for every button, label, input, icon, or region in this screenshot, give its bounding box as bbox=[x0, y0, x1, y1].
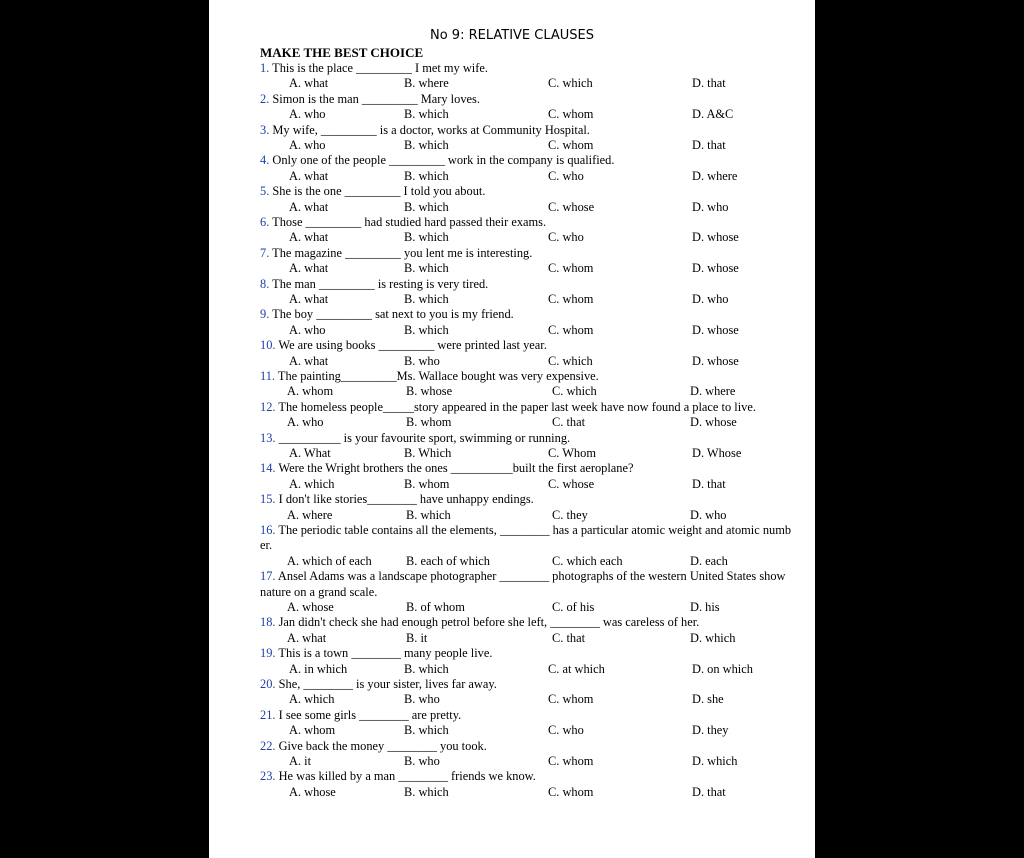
question-text-line bbox=[260, 569, 795, 600]
question-text: Simon is the man _________ Mary loves. bbox=[272, 91, 480, 106]
question-number: 5. bbox=[260, 184, 270, 199]
answer-option-a[interactable]: A. in which bbox=[289, 661, 348, 676]
question-text-line bbox=[260, 61, 795, 76]
answer-option-a[interactable]: A. what bbox=[289, 230, 329, 245]
question-text-line bbox=[260, 400, 795, 415]
answer-option-a[interactable]: A. which bbox=[289, 476, 335, 491]
answer-option-b[interactable]: B. Which bbox=[404, 445, 452, 460]
answer-options bbox=[260, 107, 795, 122]
answer-option-a[interactable]: A. whom bbox=[287, 384, 334, 399]
question-text-line bbox=[260, 769, 795, 784]
answer-option-a[interactable]: A. What bbox=[289, 445, 331, 460]
answer-options bbox=[260, 477, 795, 492]
answer-option-c[interactable]: C. whose bbox=[548, 476, 595, 491]
question-text-line bbox=[260, 461, 795, 476]
question-number: 4. bbox=[260, 153, 270, 168]
question-item bbox=[260, 215, 795, 246]
answer-options bbox=[260, 384, 795, 399]
answer-option-c[interactable]: C. of his bbox=[552, 599, 595, 614]
question-text: We are using books _________ were printed last year. bbox=[278, 338, 547, 353]
question-number: 3. bbox=[260, 122, 270, 137]
question-text-line bbox=[260, 646, 795, 661]
question-number: 20. bbox=[260, 676, 276, 691]
answer-option-d[interactable]: D. whose bbox=[690, 415, 737, 430]
answer-option-b[interactable]: B. which bbox=[404, 261, 449, 276]
answer-options bbox=[260, 662, 795, 677]
answer-option-b[interactable]: B. which bbox=[404, 784, 449, 799]
answer-option-d[interactable]: D. they bbox=[692, 723, 729, 738]
question-text: The magazine _________ you lent me is interesting. bbox=[272, 245, 533, 260]
answer-option-c[interactable]: C. whom bbox=[548, 692, 594, 707]
question-text: I don't like stories________ have unhappy endings. bbox=[278, 492, 534, 507]
answer-option-b[interactable]: B. which bbox=[404, 661, 449, 676]
question-text: She, ________ is your sister, lives far away. bbox=[278, 676, 497, 691]
answer-option-d[interactable]: D. which bbox=[692, 753, 738, 768]
answer-options bbox=[260, 723, 795, 738]
question-text: The homeless people_____story appeared in the paper last week have now found a place to live. bbox=[278, 399, 756, 414]
answer-option-a[interactable]: A. what bbox=[287, 630, 327, 645]
answer-option-d[interactable]: D. that bbox=[692, 138, 726, 152]
answer-options bbox=[260, 169, 795, 184]
answer-option-b[interactable]: B. who bbox=[404, 753, 440, 768]
answer-option-a[interactable]: A. what bbox=[289, 168, 329, 183]
question-text-line bbox=[260, 246, 795, 261]
answer-option-d[interactable]: D. she bbox=[692, 692, 724, 707]
answer-options bbox=[260, 200, 795, 215]
answer-option-d[interactable]: D. whose bbox=[692, 230, 739, 245]
question-item bbox=[260, 739, 795, 770]
question-text: Those _________ had studied hard passed their exams. bbox=[272, 214, 547, 229]
answer-option-c[interactable]: C. whom bbox=[548, 138, 594, 152]
question-item bbox=[260, 492, 795, 523]
answer-option-d[interactable]: D. A&C bbox=[692, 107, 734, 122]
answer-option-d[interactable]: D. whose bbox=[692, 261, 739, 276]
question-text-line bbox=[260, 92, 795, 107]
question-text-line bbox=[260, 677, 795, 692]
question-item bbox=[260, 369, 795, 400]
question-item bbox=[260, 400, 795, 431]
question-number: 14. bbox=[260, 461, 276, 476]
question-number: 18. bbox=[260, 615, 276, 630]
answer-option-b[interactable]: B. whom bbox=[406, 415, 452, 430]
answer-option-c[interactable]: C. at which bbox=[548, 661, 605, 676]
answer-option-c[interactable]: C. which bbox=[548, 353, 593, 368]
answer-option-b[interactable]: B. who bbox=[404, 353, 440, 368]
answer-option-b[interactable]: B. of whom bbox=[406, 599, 465, 614]
question-number: 2. bbox=[260, 91, 270, 106]
question-number: 11. bbox=[260, 368, 276, 383]
answer-option-b[interactable]: B. whom bbox=[404, 476, 450, 491]
question-number: 21. bbox=[260, 707, 276, 722]
answer-option-b[interactable]: B. which bbox=[404, 168, 449, 183]
answer-option-a[interactable]: A. who bbox=[289, 138, 326, 152]
question-number: 6. bbox=[260, 214, 270, 229]
question-item bbox=[260, 461, 795, 492]
answer-option-a[interactable]: A. what bbox=[289, 291, 329, 306]
answer-options bbox=[260, 415, 795, 430]
question-text-line bbox=[260, 739, 795, 754]
answer-option-b[interactable]: B. which bbox=[404, 322, 449, 337]
question-text: This is a town ________ many people live. bbox=[278, 646, 493, 661]
answer-option-b[interactable]: B. which bbox=[404, 199, 449, 214]
question-text: She is the one _________ I told you about. bbox=[272, 184, 486, 199]
answer-option-c[interactable]: C. which each bbox=[552, 553, 623, 568]
question-number: 17. bbox=[260, 569, 276, 584]
question-text-line bbox=[260, 431, 795, 446]
answer-option-c[interactable]: C. who bbox=[548, 168, 584, 183]
answer-option-b[interactable]: B. it bbox=[406, 630, 428, 645]
answer-option-a[interactable]: A. where bbox=[287, 507, 333, 522]
question-text: This is the place _________ I met my wife. bbox=[272, 61, 488, 75]
answer-options bbox=[260, 508, 795, 523]
answer-option-d[interactable]: D. Whose bbox=[692, 445, 742, 460]
answer-options bbox=[260, 754, 795, 769]
question-text: Were the Wright brothers the ones __________built the first aeroplane? bbox=[278, 461, 634, 476]
question-text: The periodic table contains all the elements, ________ has a particular atomic weight and atomic numb er. bbox=[260, 522, 792, 553]
question-number: 12. bbox=[260, 399, 276, 414]
question-item bbox=[260, 615, 795, 646]
question-item bbox=[260, 123, 795, 154]
question-number: 9. bbox=[260, 307, 270, 322]
question-item bbox=[260, 246, 795, 277]
question-text: Give back the money ________ you took. bbox=[278, 738, 487, 753]
answer-options bbox=[260, 354, 795, 369]
question-text-line bbox=[260, 338, 795, 353]
answer-options bbox=[260, 323, 795, 338]
question-text: He was killed by a man ________ friends we know. bbox=[278, 769, 536, 784]
answer-option-d[interactable]: D. on which bbox=[692, 661, 753, 676]
question-text: The boy _________ sat next to you is my friend. bbox=[272, 307, 514, 322]
question-item bbox=[260, 92, 795, 123]
answer-option-b[interactable]: B. where bbox=[404, 76, 449, 91]
question-item bbox=[260, 61, 795, 92]
question-number: 15. bbox=[260, 492, 276, 507]
question-text: __________ is your favourite sport, swimming or running. bbox=[278, 430, 571, 445]
answer-option-b[interactable]: B. which bbox=[406, 507, 451, 522]
answer-options bbox=[260, 230, 795, 245]
answer-option-b[interactable]: B. which bbox=[404, 291, 449, 306]
answer-option-b[interactable]: B. which bbox=[404, 723, 449, 738]
question-text: I see some girls ________ are pretty. bbox=[278, 707, 462, 722]
answer-option-c[interactable]: C. Whom bbox=[548, 445, 596, 460]
answer-options bbox=[260, 785, 795, 800]
question-text-line bbox=[260, 615, 795, 630]
answer-option-d[interactable]: D. that bbox=[692, 476, 726, 491]
answer-option-a[interactable]: A. which bbox=[289, 692, 335, 707]
answer-option-d[interactable]: D. who bbox=[692, 291, 729, 306]
answer-options bbox=[260, 692, 795, 707]
answer-option-a[interactable]: A. what bbox=[289, 76, 329, 91]
answer-option-a[interactable]: A. what bbox=[289, 353, 329, 368]
answer-options bbox=[260, 292, 795, 307]
question-item bbox=[260, 523, 795, 569]
question-text-line bbox=[260, 523, 795, 554]
question-item bbox=[260, 708, 795, 739]
section-heading: MAKE THE BEST CHOICE bbox=[260, 45, 424, 60]
answer-option-c[interactable]: C. which bbox=[548, 76, 593, 91]
answer-options bbox=[260, 446, 795, 461]
answer-option-c[interactable]: C. they bbox=[552, 507, 588, 522]
answer-option-a[interactable]: A. what bbox=[289, 199, 329, 214]
question-item bbox=[260, 569, 795, 615]
answer-option-c[interactable]: C. whom bbox=[548, 784, 594, 799]
answer-options bbox=[260, 600, 795, 615]
answer-option-c[interactable]: C. which bbox=[552, 384, 597, 399]
question-item bbox=[260, 769, 795, 800]
answer-option-a[interactable]: A. whom bbox=[289, 723, 336, 738]
document-page bbox=[209, 0, 815, 858]
answer-options bbox=[260, 138, 795, 153]
question-item bbox=[260, 677, 795, 708]
answer-option-d[interactable]: D. who bbox=[692, 199, 729, 214]
answer-option-c[interactable]: C. whose bbox=[548, 199, 595, 214]
question-number: 13. bbox=[260, 430, 276, 445]
question-text: Ansel Adams was a landscape photographer ________ photographs of the western United States show nature on a grand scale. bbox=[260, 569, 786, 599]
question-item bbox=[260, 431, 795, 462]
question-number: 7. bbox=[260, 245, 270, 260]
question-item bbox=[260, 338, 795, 369]
answer-option-b[interactable]: B. which bbox=[404, 138, 449, 152]
question-number: 19. bbox=[260, 646, 276, 661]
answer-option-c[interactable]: C. that bbox=[552, 415, 586, 430]
answer-option-b[interactable]: B. whose bbox=[406, 384, 453, 399]
question-text-line bbox=[260, 153, 795, 168]
answer-option-c[interactable]: C. whom bbox=[548, 107, 594, 122]
page-title: No 9: RELATIVE CLAUSES bbox=[429, 28, 595, 43]
answer-option-c[interactable]: C. who bbox=[548, 230, 584, 245]
question-item bbox=[260, 184, 795, 215]
question-text-line bbox=[260, 215, 795, 230]
answer-option-c[interactable]: C. who bbox=[548, 723, 584, 738]
question-text: Jan didn't check she had enough petrol before she left, ________ was careless of her. bbox=[278, 615, 700, 630]
question-text-line bbox=[260, 307, 795, 322]
answer-option-b[interactable]: B. which bbox=[404, 230, 449, 245]
question-item bbox=[260, 646, 795, 677]
question-text: Only one of the people _________ work in the company is qualified. bbox=[272, 153, 615, 168]
answer-option-a[interactable]: A. which of each bbox=[287, 553, 372, 568]
answer-option-a[interactable]: A. it bbox=[289, 753, 312, 768]
answer-option-b[interactable]: B. each of which bbox=[406, 553, 490, 568]
answer-option-d[interactable]: D. where bbox=[690, 384, 736, 399]
answer-option-a[interactable]: A. what bbox=[289, 261, 329, 276]
answer-option-d[interactable]: D. whose bbox=[692, 353, 739, 368]
question-number: 16. bbox=[260, 522, 276, 537]
answer-option-d[interactable]: D. that bbox=[692, 76, 726, 91]
question-item bbox=[260, 277, 795, 308]
answer-option-a[interactable]: A. who bbox=[289, 322, 326, 337]
answer-option-c[interactable]: C. whom bbox=[548, 291, 594, 306]
answer-options bbox=[260, 76, 795, 91]
question-text: My wife, _________ is a doctor, works at Community Hospital. bbox=[272, 122, 590, 137]
question-number: 1. bbox=[260, 61, 270, 75]
answer-options bbox=[260, 554, 795, 569]
answer-option-d[interactable]: D. each bbox=[690, 553, 728, 568]
question-text-line bbox=[260, 277, 795, 292]
answer-option-d[interactable]: D. that bbox=[692, 784, 726, 799]
answer-option-b[interactable]: B. which bbox=[404, 107, 449, 122]
question-text-line bbox=[260, 123, 795, 138]
answer-option-d[interactable]: D. where bbox=[692, 168, 738, 183]
question-number: 8. bbox=[260, 276, 270, 291]
answer-options bbox=[260, 631, 795, 646]
question-number: 22. bbox=[260, 738, 276, 753]
answer-option-c[interactable]: C. whom bbox=[548, 261, 594, 276]
answer-option-a[interactable]: A. who bbox=[287, 415, 324, 430]
question-text-line bbox=[260, 184, 795, 199]
question-text-line bbox=[260, 708, 795, 723]
question-text-line bbox=[260, 369, 795, 384]
answer-option-d[interactable]: D. his bbox=[690, 599, 720, 614]
answer-option-a[interactable]: A. who bbox=[289, 107, 326, 122]
answer-option-c[interactable]: C. whom bbox=[548, 322, 594, 337]
answer-option-a[interactable]: A. whose bbox=[289, 784, 336, 799]
answer-option-c[interactable]: C. that bbox=[552, 630, 586, 645]
question-item bbox=[260, 153, 795, 184]
question-text: The man _________ is resting is very tired. bbox=[272, 276, 489, 291]
answer-option-c[interactable]: C. whom bbox=[548, 753, 594, 768]
question-number: 10. bbox=[260, 338, 276, 353]
answer-option-b[interactable]: B. who bbox=[404, 692, 440, 707]
answer-option-d[interactable]: D. which bbox=[690, 630, 736, 645]
answer-option-d[interactable]: D. whose bbox=[692, 322, 739, 337]
question-item bbox=[260, 307, 795, 338]
answer-option-d[interactable]: D. who bbox=[690, 507, 727, 522]
question-number: 23. bbox=[260, 769, 276, 784]
question-text-line bbox=[260, 492, 795, 507]
question-text: The painting_________Ms. Wallace bought was very expensive. bbox=[277, 368, 599, 383]
question-list bbox=[260, 61, 795, 800]
answer-option-a[interactable]: A. whose bbox=[287, 599, 334, 614]
answer-options bbox=[260, 261, 795, 276]
